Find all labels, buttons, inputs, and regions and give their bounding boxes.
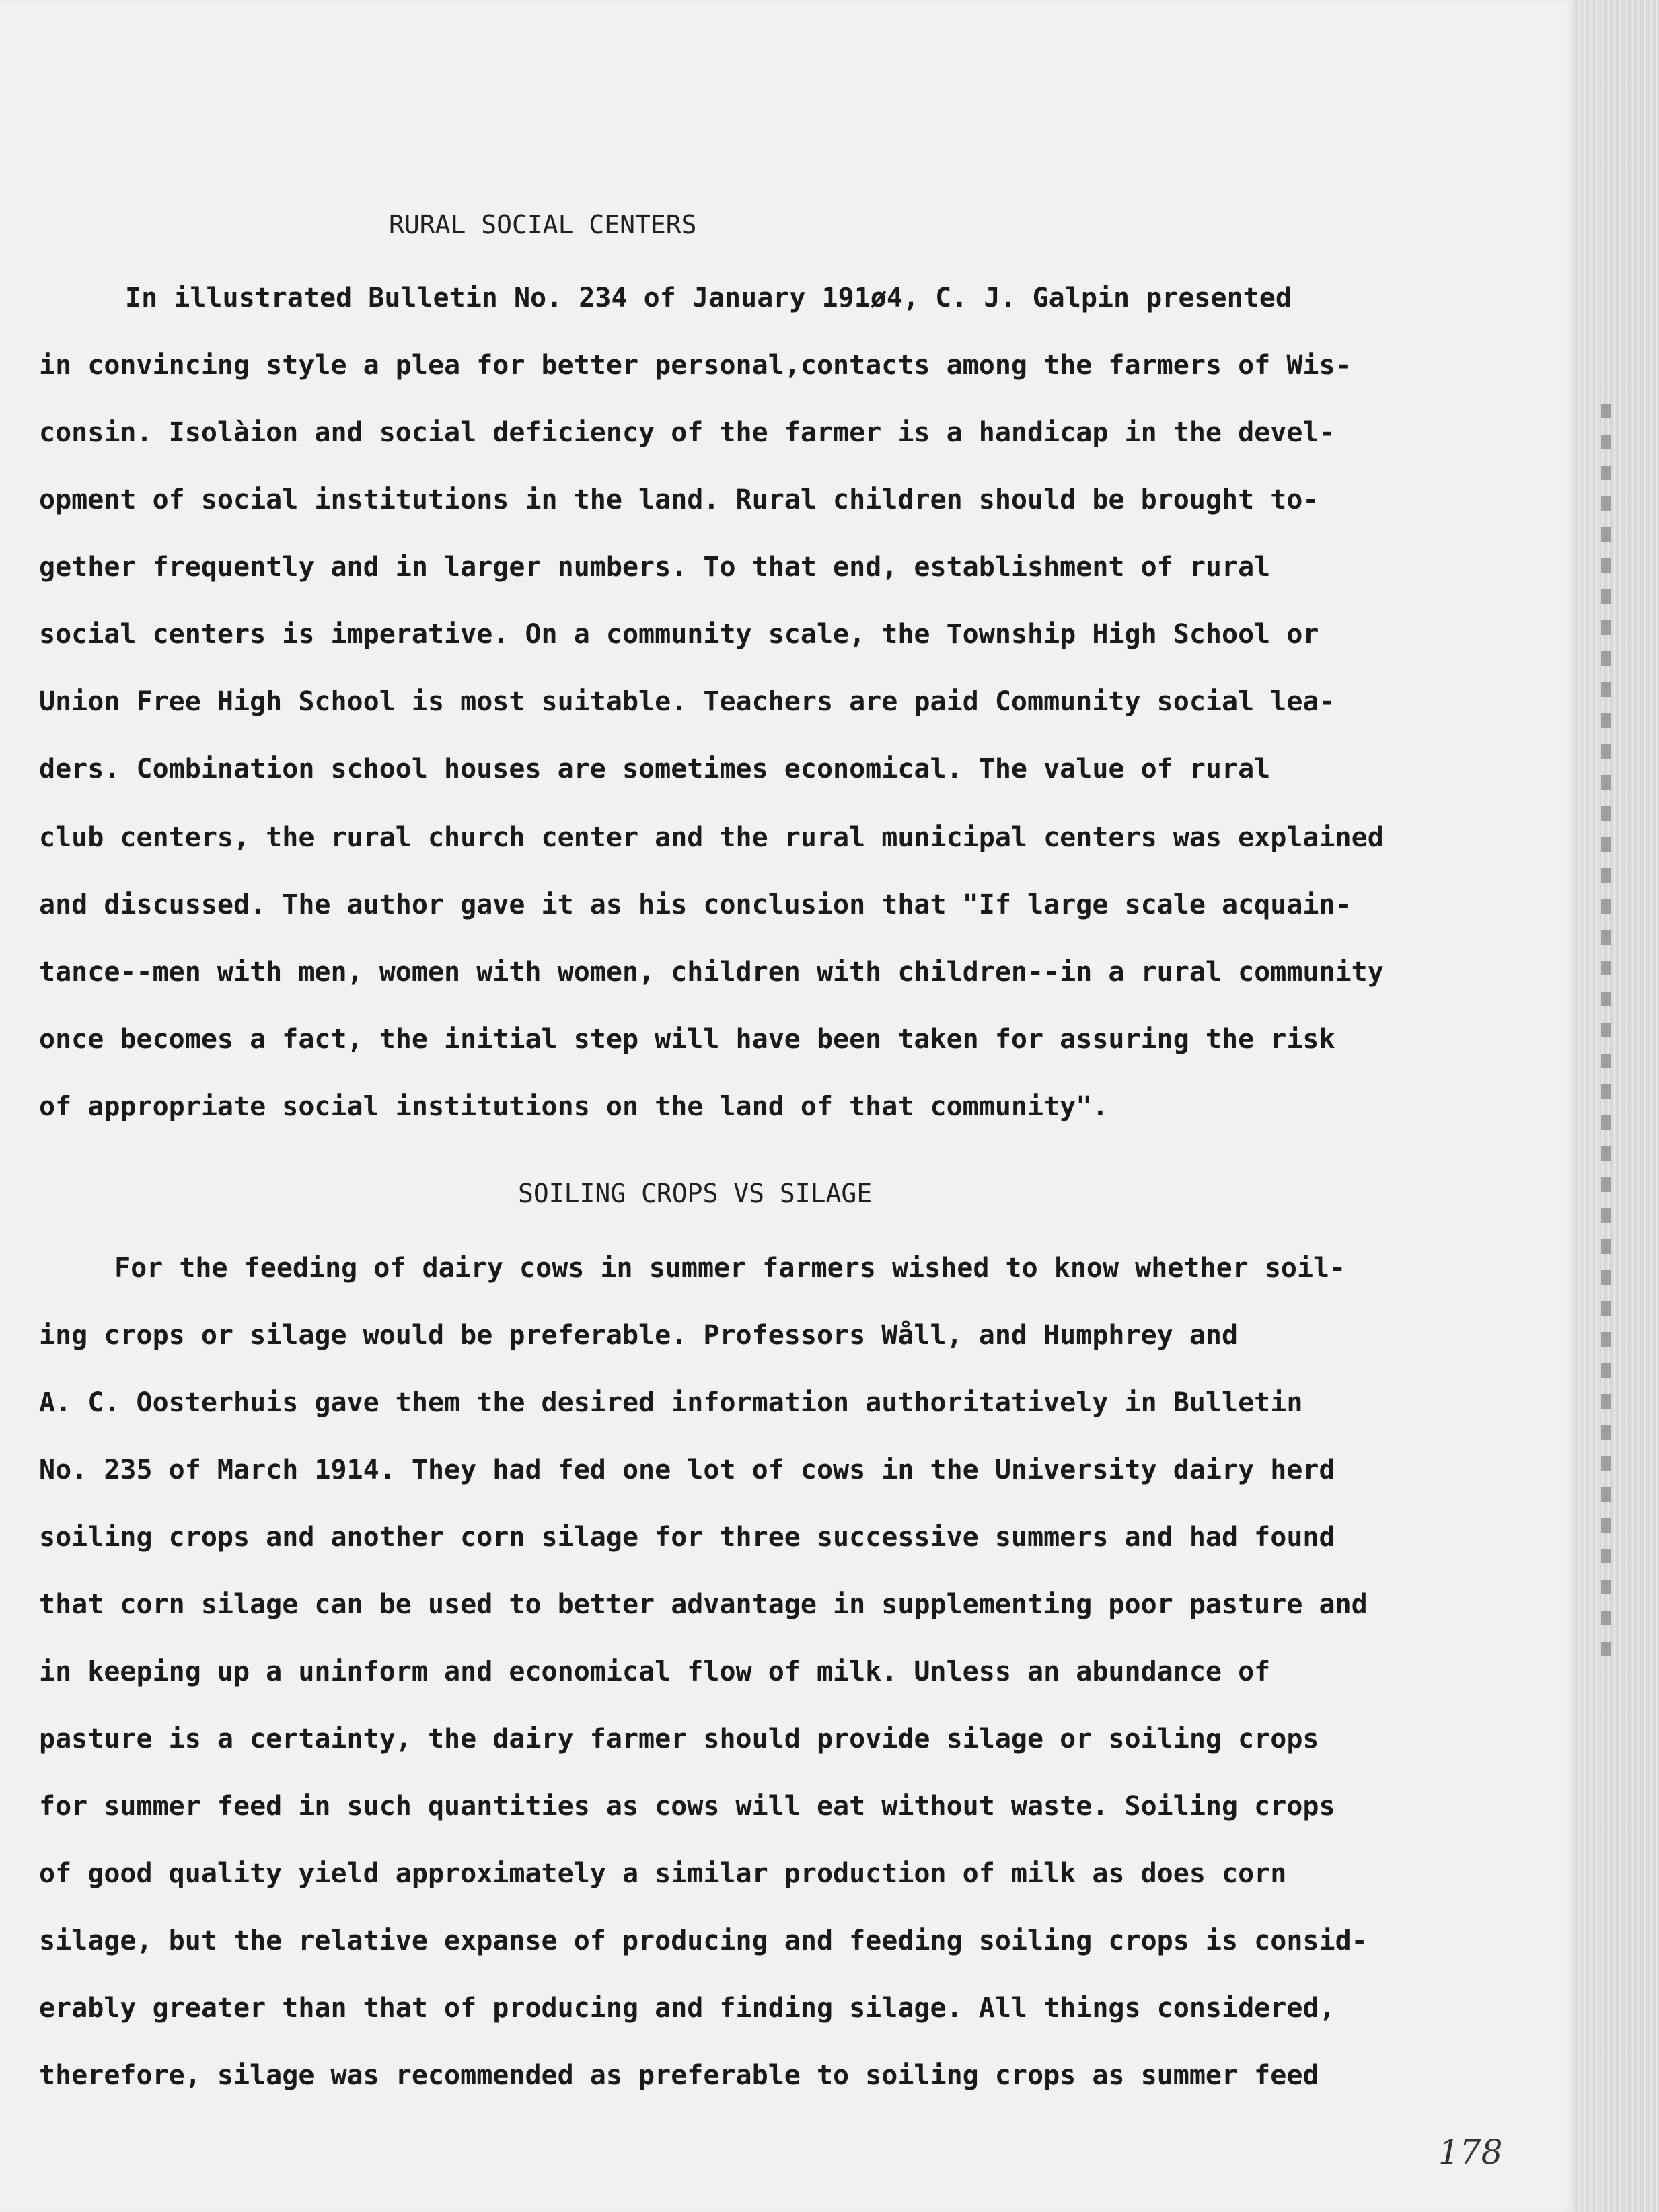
text-line: of appropriate social institutions on the land of that community". (39, 1091, 1109, 1122)
text-line: ders. Combination school houses are sometimes economical. The value of rural (39, 753, 1271, 784)
text-line: for summer feed in such quantities as cows will eat without waste. Soiling crops (39, 1791, 1335, 1822)
text-line: gether frequently and in larger numbers. To that end, establishment of rural (39, 552, 1271, 583)
text-line: social centers is imperative. On a community scale, the Township High School or (39, 619, 1319, 650)
text-line: and discussed. The author gave it as his conclusion that "If large scale acquain- (39, 889, 1352, 920)
text-line: In illustrated Bulletin No. 234 of January 191ø4, C. J. Galpin presented (125, 283, 1292, 314)
text-line: ing crops or silage would be preferable. Professors Wåll, and Humphrey and (39, 1320, 1239, 1351)
text-line: of good quality yield approximately a similar production of milk as does corn (39, 1858, 1287, 1889)
text-line: in keeping up a uninform and economical flow of milk. Unless an abundance of (39, 1656, 1271, 1687)
text-line: For the feeding of dairy cows in summer farmers wished to know whether soil- (114, 1253, 1346, 1284)
text-line: that corn silage can be used to better advantage in supplementing poor pasture and (39, 1589, 1368, 1620)
text-line: consin. Isolàion and social deficiency of the farmer is a handicap in the devel- (39, 417, 1335, 448)
text-line: pasture is a certainty, the dairy farmer should provide silage or soiling crops (39, 1724, 1319, 1755)
text-line: once becomes a fact, the initial step will have been taken for assuring the risk (39, 1024, 1335, 1055)
text-line: soiling crops and another corn silage for three successive summers and had found (39, 1522, 1335, 1553)
heading-soiling-crops-vs-silage: SOILING CROPS VS SILAGE (518, 1179, 873, 1208)
text-line: therefore, silage was recommended as preferable to soiling crops as summer feed (39, 2060, 1319, 2091)
text-line: opment of social institutions in the land. Rural children should be brought to- (39, 484, 1319, 515)
text-line: Union Free High School is most suitable. Teachers are paid Community social lea- (39, 686, 1335, 717)
text-line: silage, but the relative expanse of producing and feeding soiling crops is consid- (39, 1925, 1368, 1956)
book-binding-edge (1574, 0, 1659, 2212)
heading-rural-social-centers: RURAL SOCIAL CENTERS (389, 210, 697, 239)
text-line: tance--men with men, women with women, children with children--in a rural community (39, 957, 1384, 988)
page-number: 178 (1438, 2133, 1503, 2172)
text-line: club centers, the rural church center and the rural municipal centers was explained (39, 822, 1384, 853)
text-line: erably greater than that of producing and finding silage. All things considered, (39, 1993, 1335, 2024)
text-line: A. C. Oosterhuis gave them the desired information authoritatively in Bulletin (39, 1387, 1303, 1418)
text-line: No. 235 of March 1914. They had fed one lot of cows in the University dairy herd (39, 1454, 1335, 1485)
text-line: in convincing style a plea for better personal,contacts among the farmers of Wis- (39, 350, 1352, 381)
binding-shadow (1601, 404, 1611, 1668)
